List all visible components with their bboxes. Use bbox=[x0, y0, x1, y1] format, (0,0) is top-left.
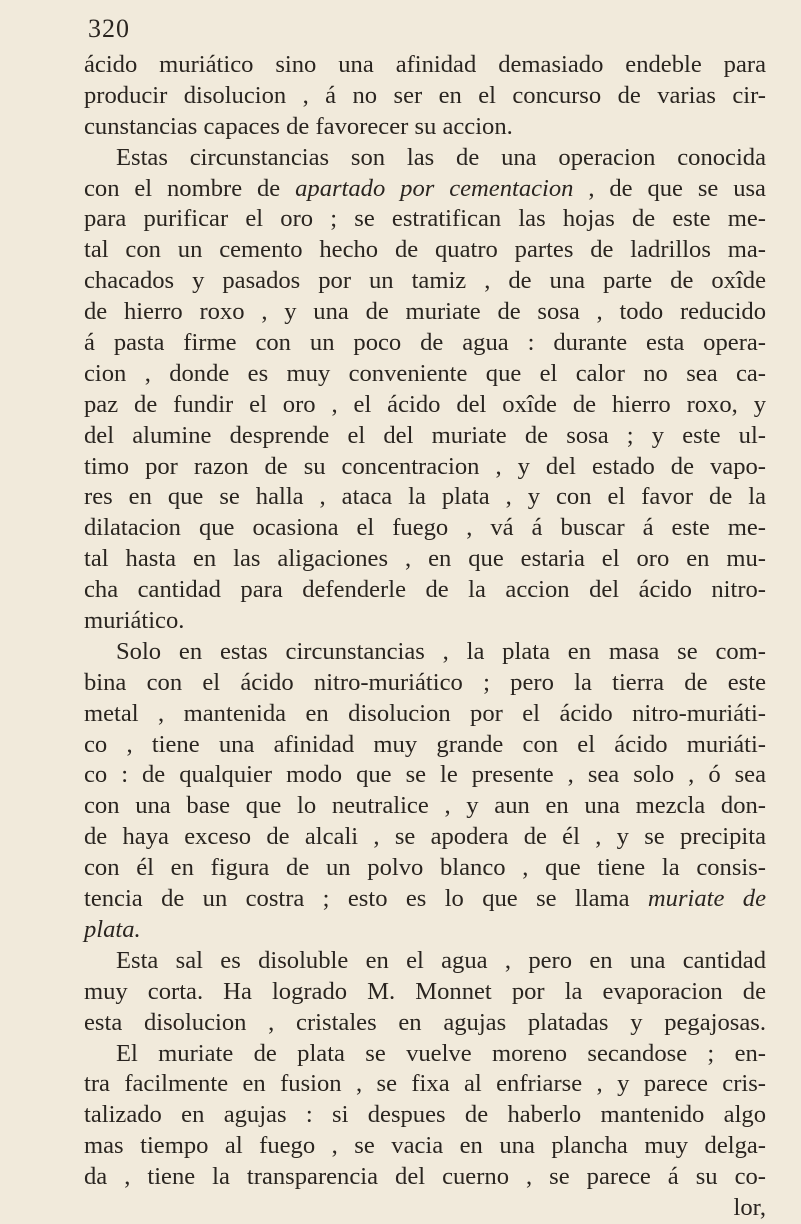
text-line: dilatacion que ocasiona el fuego , vá á buscar á este me- bbox=[84, 514, 766, 542]
text-line: bina con el ácido nitro-muriático ; pero la tierra de este bbox=[84, 668, 766, 696]
text-line: paz de fundir el oro , el ácido del oxîde de hierro roxo, y bbox=[84, 390, 766, 418]
italic-term: plata. bbox=[84, 915, 141, 943]
text-run: tencia de un costra ; esto es lo que se llama bbox=[84, 885, 648, 913]
italic-term: apartado por cementacion bbox=[295, 174, 574, 202]
page-number: 320 bbox=[88, 14, 130, 43]
text-line bbox=[84, 174, 766, 205]
text-line: metal , mantenida en disolucion por el ácido nitro-muriáti- bbox=[84, 699, 766, 727]
text-line: talizado en agujas : si despues de haberlo mantenido algo bbox=[84, 1101, 766, 1129]
text-line: muy corta. Ha logrado M. Monnet por la evaporacion de bbox=[84, 977, 766, 1005]
text-line: con una base que lo neutralice , y aun en una mezcla don- bbox=[84, 792, 766, 820]
text-line: producir disolucion , á no ser en el concurso de varias cir- bbox=[84, 81, 766, 109]
text-line: esta disolucion , cristales en agujas platadas y pegajosas. bbox=[84, 1008, 766, 1036]
text-line: Solo en estas circunstancias , la plata en masa se com- bbox=[116, 637, 766, 665]
text-line: tal hasta en las aligaciones , en que estaria el oro en mu- bbox=[84, 545, 766, 573]
italic-term: muriate de bbox=[647, 885, 767, 913]
text-line bbox=[84, 915, 766, 946]
text-line: cion , donde es muy conveniente que el calor no sea ca- bbox=[84, 359, 766, 387]
text-line: muriático. bbox=[84, 607, 185, 635]
text-line: con él en figura de un polvo blanco , que tiene la consis- bbox=[84, 854, 766, 882]
text-line: lor, bbox=[733, 1193, 766, 1221]
text-line: timo por razon de su concentracion , y del estado de vapo- bbox=[84, 452, 766, 480]
text-line: da , tiene la transparencia del cuerno , se parece á su co- bbox=[84, 1163, 766, 1191]
text-line: Estas circunstancias son las de una operacion conocida bbox=[116, 143, 766, 171]
text-line: tal con un cemento hecho de quatro partes de ladrillos ma- bbox=[84, 236, 766, 264]
text-line: mas tiempo al fuego , se vacia en una plancha muy delga- bbox=[84, 1132, 766, 1160]
text-line: ácido muriático sino una afinidad demasiado endeble para bbox=[84, 51, 766, 78]
text-line: res en que se halla , ataca la plata , y con el favor de la bbox=[84, 483, 766, 511]
body-text bbox=[84, 50, 766, 1224]
text-line: Esta sal es disoluble en el agua , pero en una cantidad bbox=[116, 946, 766, 974]
text-line: El muriate de plata se vuelve moreno secandose ; en- bbox=[116, 1039, 766, 1067]
text-line: co : de qualquier modo que se le presente , sea solo , ó sea bbox=[84, 761, 766, 789]
text-line: chacados y pasados por un tamiz , de una parte de oxîde bbox=[84, 267, 766, 295]
text-line: á pasta firme con un poco de agua : durante esta opera- bbox=[84, 329, 766, 357]
text-line: cunstancias capaces de favorecer su accion. bbox=[84, 112, 513, 140]
text-line: cha cantidad para defenderle de la accion del ácido nitro- bbox=[84, 576, 766, 604]
text-line bbox=[84, 884, 766, 915]
text-line: para purificar el oro ; se estratifican las hojas de este me- bbox=[84, 205, 766, 233]
text-line: del alumine desprende el del muriate de sosa ; y este ul- bbox=[84, 421, 766, 449]
text-line: tra facilmente en fusion , se fixa al enfriarse , y parece cris- bbox=[84, 1070, 766, 1098]
text-line: de haya exceso de alcali , se apodera de él , y se precipita bbox=[84, 823, 766, 851]
text-run: con el nombre de bbox=[84, 174, 296, 202]
text-line: de hierro roxo , y una de muriate de sosa , todo reducido bbox=[84, 298, 766, 326]
text-run: , de que se usa bbox=[573, 174, 766, 202]
text-line: co , tiene una afinidad muy grande con el ácido muriáti- bbox=[84, 730, 766, 758]
